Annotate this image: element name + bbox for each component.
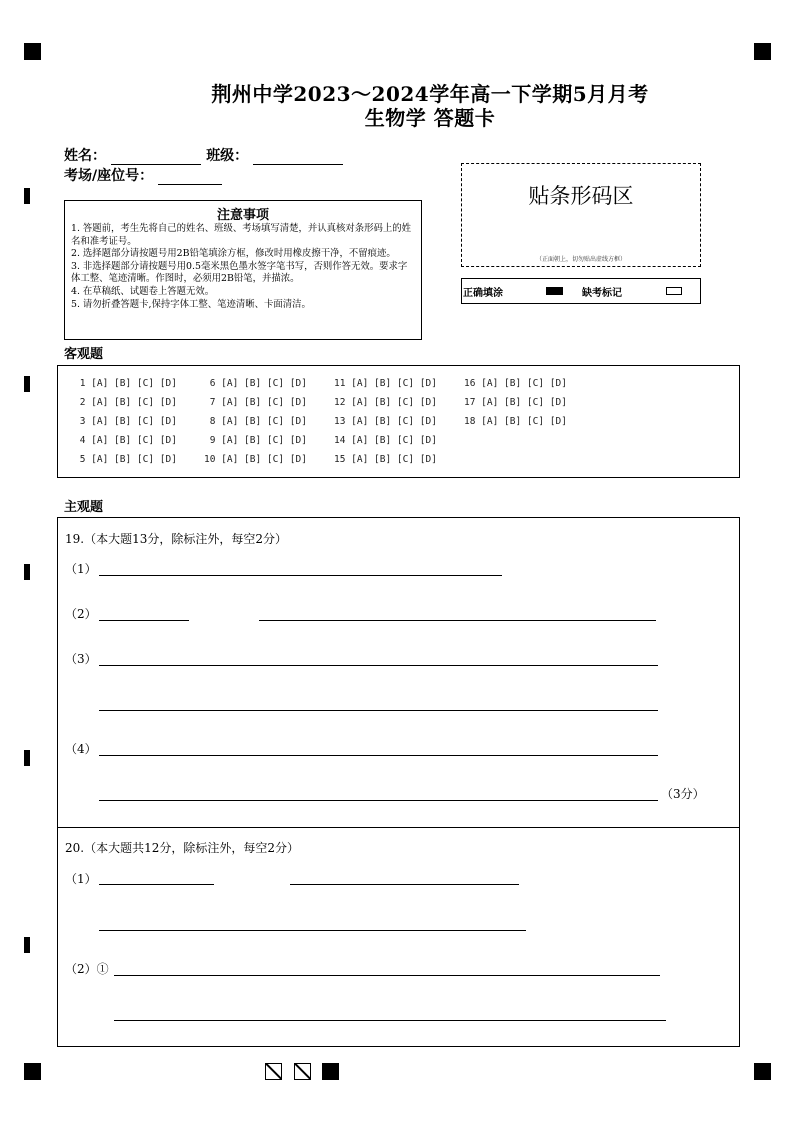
- q19-part4-label: （4）: [65, 742, 97, 756]
- side-mark: [24, 188, 30, 204]
- seat-label: 考场/座位号：: [64, 168, 154, 184]
- mc-question-10[interactable]: 10 [A] [B] [C] [D]: [204, 454, 307, 465]
- q19-part1-answer-line[interactable]: [99, 575, 502, 576]
- q19-part2-answer-line-b[interactable]: [259, 620, 656, 621]
- mc-question-11[interactable]: 11 [A] [B] [C] [D]: [334, 378, 437, 389]
- mc-question-13[interactable]: 13 [A] [B] [C] [D]: [334, 416, 437, 427]
- objective-section-label: 客观题: [64, 347, 104, 362]
- mc-question-15[interactable]: 15 [A] [B] [C] [D]: [334, 454, 437, 465]
- fill-legend: [461, 278, 701, 304]
- notice-box: [64, 200, 422, 340]
- seat-row: [64, 165, 222, 185]
- q19-part4-score: （3分）: [661, 787, 705, 801]
- mc-question-16[interactable]: 16 [A] [B] [C] [D]: [464, 378, 567, 389]
- barcode-area: [461, 163, 701, 267]
- q20-part2-answer-line-a[interactable]: [114, 975, 660, 976]
- absent-mark-box[interactable]: [666, 287, 682, 295]
- question-20-heading: 20.（本大题共12分，除标注外，每空2分）: [65, 841, 299, 855]
- name-field[interactable]: [111, 150, 201, 165]
- corner-mark-bottom-left: [24, 1063, 41, 1080]
- corner-mark-top-left: [24, 43, 41, 60]
- side-mark: [24, 750, 30, 766]
- mc-question-2[interactable]: 2 [A] [B] [C] [D]: [74, 397, 177, 408]
- mc-question-1[interactable]: 1 [A] [B] [C] [D]: [74, 378, 177, 389]
- notice-item: 1. 答题前，考生先将自己的姓名、班级、考场填写清楚，并认真核对条形码上的姓名和准考证号。: [71, 223, 412, 247]
- q20-part1-answer-line-b[interactable]: [290, 884, 519, 885]
- page-code-mark-filled: [322, 1063, 339, 1080]
- barcode-note: （正面朝上，切勿贴出虚线方框）: [535, 256, 626, 263]
- q20-part1-answer-line-c[interactable]: [99, 930, 526, 931]
- name-row: [64, 145, 343, 165]
- question-20-box: [57, 827, 740, 1047]
- class-label: 班级：: [206, 148, 249, 164]
- mc-question-4[interactable]: 4 [A] [B] [C] [D]: [74, 435, 177, 446]
- page-code-mark: [294, 1063, 311, 1080]
- objective-answer-box: [57, 365, 740, 478]
- exam-subtitle: 生物学 答题卡: [364, 106, 496, 130]
- q19-part3-answer-line-b[interactable]: [99, 710, 658, 711]
- q19-part4-answer-line-a[interactable]: [99, 755, 658, 756]
- mc-question-9[interactable]: 9 [A] [B] [C] [D]: [204, 435, 307, 446]
- notice-item: 2. 选择题部分请按题号用2B铅笔填涂方框，修改时用橡皮擦干净，不留痕迹。: [71, 248, 396, 260]
- absent-mark-label: 缺考标记: [582, 288, 622, 299]
- barcode-label: 贴条形码区: [528, 184, 634, 208]
- seat-field[interactable]: [158, 170, 222, 185]
- correct-fill-sample: [546, 287, 563, 295]
- mc-question-8[interactable]: 8 [A] [B] [C] [D]: [204, 416, 307, 427]
- mc-question-6[interactable]: 6 [A] [B] [C] [D]: [204, 378, 307, 389]
- q19-part2-answer-line-a[interactable]: [99, 620, 189, 621]
- corner-mark-bottom-right: [754, 1063, 771, 1080]
- subjective-section-label: 主观题: [64, 500, 104, 515]
- notice-item: 5. 请勿折叠答题卡,保持字体工整、笔迹清晰、卡面清洁。: [71, 298, 311, 310]
- mc-question-12[interactable]: 12 [A] [B] [C] [D]: [334, 397, 437, 408]
- mc-question-14[interactable]: 14 [A] [B] [C] [D]: [334, 435, 437, 446]
- q20-part2-answer-line-b[interactable]: [114, 1020, 666, 1021]
- notice-title: 注意事项: [216, 208, 269, 223]
- mc-question-17[interactable]: 17 [A] [B] [C] [D]: [464, 397, 567, 408]
- q20-part1-answer-line-a[interactable]: [99, 884, 214, 885]
- notice-item: 3. 非选择题部分请按题号用0.5毫米黑色墨水签字笔书写，否则作答无效。要求字体工整、笔迹清晰。作图时，必须用2B铅笔，并描浓。: [71, 260, 408, 285]
- class-field[interactable]: [253, 150, 343, 165]
- q19-part1-label: （1）: [65, 562, 97, 576]
- exam-title: 荆州中学2023～2024学年高一下学期5月月考: [211, 82, 649, 106]
- page-code-mark: [265, 1063, 282, 1080]
- q20-part1-label: （1）: [65, 872, 97, 886]
- q19-part4-answer-line-b[interactable]: [99, 800, 658, 801]
- mc-question-18[interactable]: 18 [A] [B] [C] [D]: [464, 416, 567, 427]
- correct-fill-label: 正确填涂: [463, 288, 503, 299]
- mc-question-3[interactable]: 3 [A] [B] [C] [D]: [74, 416, 177, 427]
- q19-part3-label: （3）: [65, 652, 97, 666]
- side-mark: [24, 937, 30, 953]
- question-19-heading: 19.（本大题13分，除标注外，每空2分）: [65, 532, 287, 546]
- side-mark: [24, 376, 30, 392]
- mc-question-5[interactable]: 5 [A] [B] [C] [D]: [74, 454, 177, 465]
- notice-list: [65, 223, 421, 311]
- q20-part2-label: （2）①: [65, 962, 109, 976]
- side-mark: [24, 564, 30, 580]
- name-label: 姓名：: [64, 148, 106, 164]
- mc-question-7[interactable]: 7 [A] [B] [C] [D]: [204, 397, 307, 408]
- corner-mark-top-right: [754, 43, 771, 60]
- notice-item: 4. 在草稿纸、试题卷上答题无效。: [71, 285, 215, 297]
- q19-part3-answer-line-a[interactable]: [99, 665, 658, 666]
- q19-part2-label: （2）: [65, 607, 97, 621]
- question-19-box: [57, 517, 740, 828]
